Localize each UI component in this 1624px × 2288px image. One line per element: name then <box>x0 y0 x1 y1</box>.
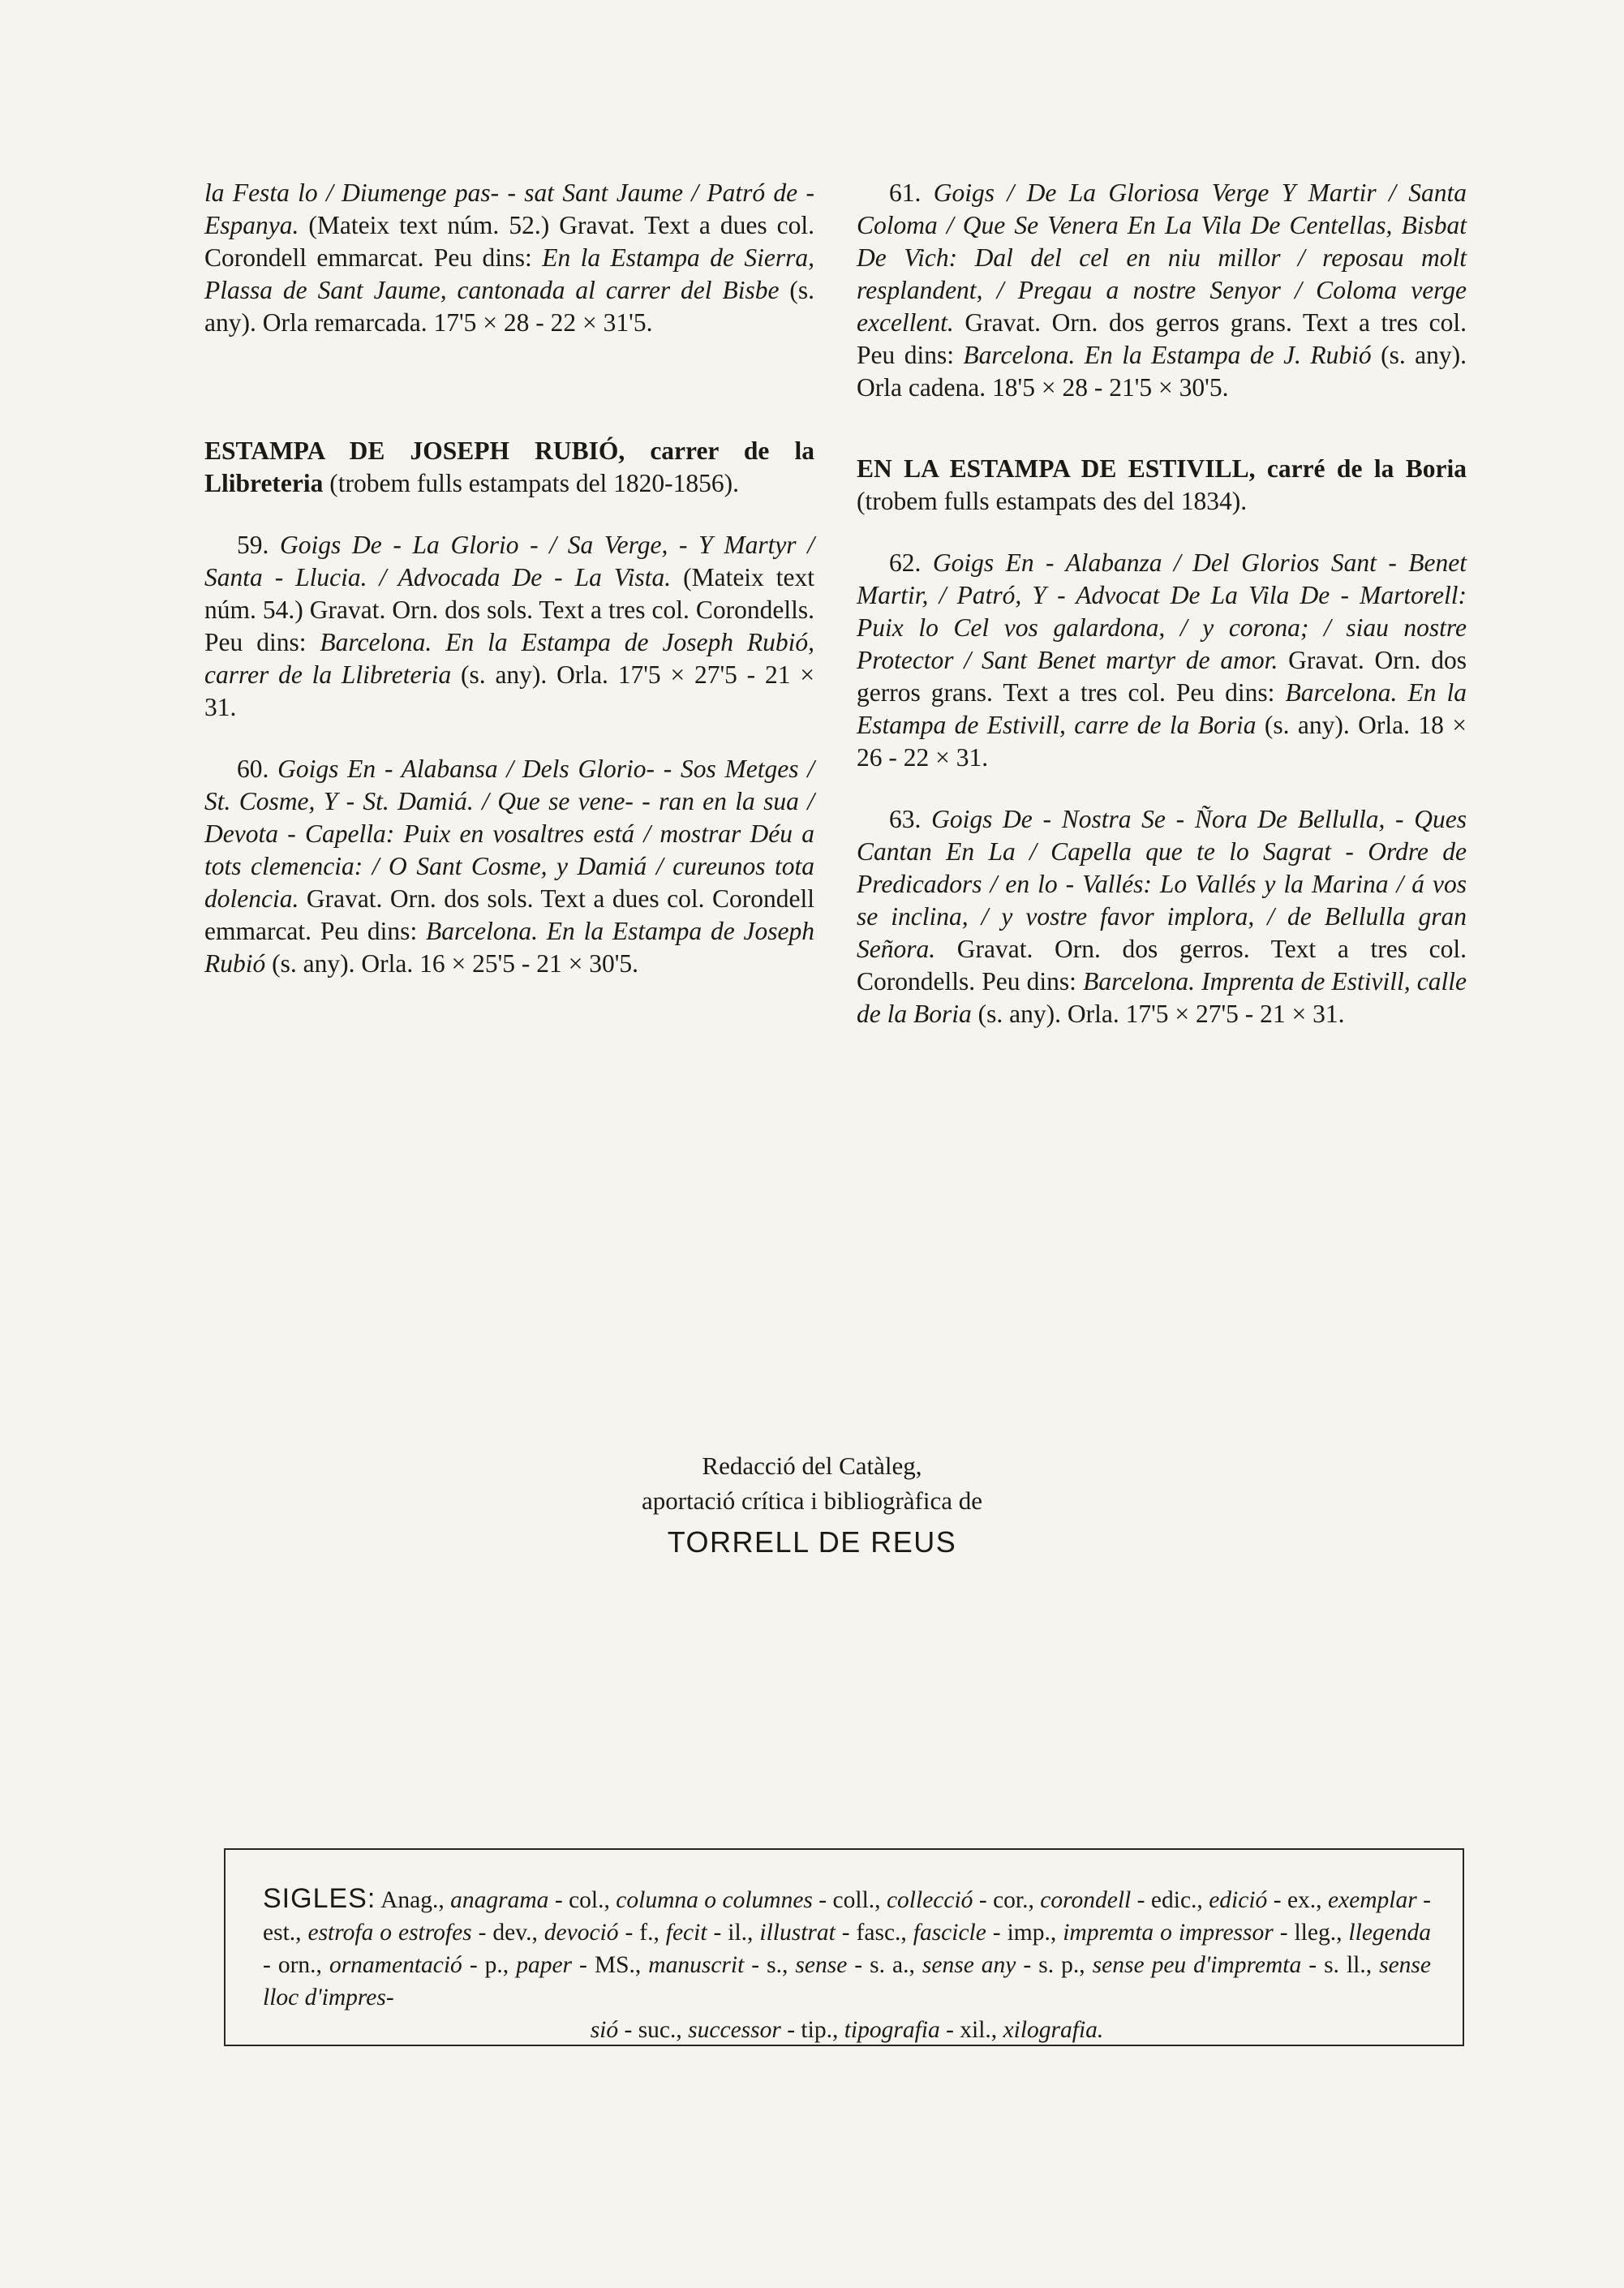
sigles-label: SIGLES: <box>263 1883 376 1914</box>
entry-title-italic: Goigs En - Alabansa / Dels Glorio- - Sos Metges / St. Cosme, Y - St. Damiá. / Que se vene- - ran en la sua / Devota - Capella: Puix en vosaltres está / mostrar Déu a tots clemencia: / O Sant Cosme, y Damiá / cureunos tota dolencia. <box>204 755 814 913</box>
entry-title-italic: Goigs / De La Gloriosa Verge Y Martir / Santa Coloma / Que Se Venera En La Vila De Centellas, Bisbat De Vich: Dal del cel en niu millor / reposau molt resplandent, / Pregau a nostre Senyor / Coloma verge excellent. <box>857 178 1467 337</box>
sigle-expansion: illustrat <box>759 1920 836 1946</box>
sigle-abbreviation: - dev., <box>471 1920 544 1946</box>
entry-text: (s. any). Orla. 17'5 × 27'5 - 21 × 31. <box>204 660 815 721</box>
section-heading-estivill <box>857 453 1467 518</box>
sigle-abbreviation: - tip., <box>780 2017 844 2043</box>
entry-number: 61. <box>889 178 922 207</box>
sigle-abbreviation: - cor., <box>973 1887 1041 1913</box>
sigle-abbreviation: - imp., <box>986 1920 1063 1946</box>
sigle-expansion: ornamentació <box>329 1952 462 1978</box>
sigles-text <box>263 1882 1431 2046</box>
sigle-abbreviation: - s. ll., <box>1301 1952 1380 1978</box>
entry-text: (s. any). Orla remarcada. 17'5 × 28 - 22 × 31'5. <box>204 276 814 337</box>
sigle-abbreviation: - fasc., <box>835 1920 913 1946</box>
entry-number: 63. <box>889 805 922 833</box>
entry-title-italic: Goigs De - La Glorio - / Sa Verge, - Y Martyr / Santa - Llucia. / Advocada De - La Vista. <box>204 531 814 591</box>
section-heading-text: (trobem fulls estampats del 1820-1856). <box>323 469 740 497</box>
sigle-expansion: corondell <box>1040 1887 1132 1913</box>
entry-text: Gravat. Orn. dos gerros. Text a tres col. Corondells. Peu dins: <box>857 935 1467 996</box>
author-name: TORRELL DE REUS <box>667 1525 957 1559</box>
sigles-list <box>263 1887 1431 2011</box>
sigle-abbreviation: - p., <box>462 1952 517 1978</box>
entry-text: Gravat. Orn. dos sols. Text a dues col. Corondell emmarcat. Peu dins: <box>204 884 814 945</box>
entry-62 <box>857 547 1467 774</box>
section-heading-bold: ESTAMPA DE JOSEPH RUBIÓ, carrer de la Llibreteria <box>204 437 814 497</box>
entry-59 <box>204 529 814 724</box>
sigle-expansion: fecit <box>665 1920 707 1946</box>
entry-imprint-italic: Barcelona. En la Estampa de Joseph Rubió <box>204 917 814 978</box>
sigle-abbreviation: - xil., <box>939 2017 1003 2043</box>
sigle-abbreviation: - est., <box>263 1887 1431 1946</box>
entry-continuation <box>204 177 814 339</box>
sigle-expansion: paper <box>516 1952 573 1978</box>
sigle-abbreviation: - s. a., <box>847 1952 922 1978</box>
sigle-abbreviation: Anag., <box>376 1887 451 1913</box>
sigle-expansion: tipografia <box>844 2017 940 2043</box>
sigle-abbreviation: - orn., <box>263 1952 329 1978</box>
entry-text: (Mateix text núm. 52.) Gravat. Text a dues col. Corondell emmarcat. Peu dins: <box>204 211 814 272</box>
sigle-abbreviation: - s., <box>744 1952 796 1978</box>
sigle-expansion: estrofa o estrofes <box>307 1920 472 1946</box>
sigle-abbreviation: - il., <box>707 1920 760 1946</box>
sigle-expansion: successor <box>688 2017 781 2043</box>
entry-imprint-italic: Barcelona. En la Estampa de J. Rubió <box>963 341 1372 369</box>
sigle-expansion: sió <box>590 2017 619 2043</box>
sigle-abbreviation: - s. p., <box>1016 1952 1093 1978</box>
entry-text: (s. any). Orla. 18 × 26 - 22 × 31. <box>857 711 1467 772</box>
section-heading-bold: EN LA ESTAMPA DE ESTIVILL, carré de la Boria <box>857 454 1467 483</box>
sigle-abbreviation: - lleg., <box>1273 1920 1349 1946</box>
credit-line-2: aportació crítica i bibliogràfica de <box>641 1486 982 1515</box>
entry-title-italic: la Festa lo / Diumenge pas- - sat Sant Jaume / Patró de - Espanya. <box>204 178 814 239</box>
sigle-expansion: anagrama <box>450 1887 549 1913</box>
sigle-expansion: sense lloc d'impres- <box>263 1952 1432 2011</box>
sigle-expansion: collecció <box>886 1887 973 1913</box>
sigle-expansion: manuscrit <box>648 1952 745 1978</box>
entry-text: Gravat. Orn. dos gerros grans. Text a tres col. Peu dins: <box>857 646 1467 707</box>
sigle-abbreviation: - col., <box>548 1887 617 1913</box>
sigle-expansion: llegenda <box>1348 1920 1432 1946</box>
left-column <box>204 177 814 980</box>
entry-number: 59. <box>237 531 269 559</box>
sigle-expansion: edició <box>1209 1887 1268 1913</box>
section-heading-text: (trobem fulls estampats des del 1834). <box>857 487 1248 515</box>
sigles-box <box>224 1848 1464 2046</box>
entry-title-italic: Goigs De - Nostra Se - Ñora De Bellulla, - Ques Cantan En La / Capella que te lo Sagrat - Ordre de Predicadors / en lo - Vallés: Lo Vallés y la Marina / á vos se inclina, / y vostre favor implora, / de Bellulla gran Señora. <box>857 805 1467 963</box>
sigle-abbreviation: - MS., <box>572 1952 649 1978</box>
entry-63 <box>857 803 1467 1030</box>
entry-text: (s. any). Orla. 17'5 × 27'5 - 21 × 31. <box>971 1000 1345 1028</box>
entry-60 <box>204 753 814 980</box>
entry-number: 62. <box>889 548 922 577</box>
sigle-expansion: fascicle <box>913 1920 986 1946</box>
entry-imprint-italic: En la Estampa de Sierra, Plassa de Sant Jaume, cantonada al carrer del Bisbe <box>204 243 814 304</box>
entry-number: 60. <box>237 755 269 783</box>
sigle-expansion: sense peu d'impremta <box>1092 1952 1302 1978</box>
entry-imprint-italic: Barcelona. Imprenta de Estivill, calle de la Boria <box>857 967 1467 1028</box>
entry-text: (Mateix text núm. 54.) Gravat. Orn. dos sols. Text a tres col. Corondells. Peu dins: <box>204 563 814 656</box>
sigle-abbreviation: - suc., <box>618 2017 689 2043</box>
credit-line-1: Redacció del Catàleg, <box>702 1452 922 1480</box>
entry-61 <box>857 177 1467 404</box>
sigle-expansion: devoció <box>543 1920 619 1946</box>
sigle-expansion: xilografia. <box>1003 2017 1104 2043</box>
sigle-expansion: exemplar <box>1327 1887 1417 1913</box>
sigle-expansion: sense <box>795 1952 848 1978</box>
sigle-abbreviation: - coll., <box>812 1887 887 1913</box>
entry-title-italic: Goigs En - Alabanza / Del Glorios Sant - Benet Martir, / Patró, Y - Advocat De La Vila De - Martorell: Puix lo Cel vos galardona, / y corona; / siau nostre Protector / Sant Benet martyr de amor. <box>857 548 1467 674</box>
sigles-last-line <box>263 2014 1431 2046</box>
section-heading-rubio <box>204 435 814 500</box>
sigle-abbreviation: - f., <box>618 1920 666 1946</box>
sigle-abbreviation: - edic., <box>1131 1887 1209 1913</box>
sigle-expansion: impremta o impressor <box>1063 1920 1274 1946</box>
sigle-expansion: columna o columnes <box>616 1887 813 1913</box>
right-column <box>857 177 1467 1030</box>
entry-text: Gravat. Orn. dos gerros grans. Text a tres col. Peu dins: <box>857 308 1467 369</box>
sigle-abbreviation: - ex., <box>1267 1887 1328 1913</box>
entry-imprint-italic: Barcelona. En la Estampa de Joseph Rubió, carrer de la Llibreteria <box>204 628 814 689</box>
entry-imprint-italic: Barcelona. En la Estampa de Estivill, carre de la Boria <box>857 678 1467 739</box>
sigle-expansion: sense any <box>922 1952 1016 1978</box>
entry-text: (s. any). Orla. 16 × 25'5 - 21 × 30'5. <box>265 949 639 978</box>
entry-text: (s. any). Orla cadena. 18'5 × 28 - 21'5 × 30'5. <box>857 341 1467 402</box>
